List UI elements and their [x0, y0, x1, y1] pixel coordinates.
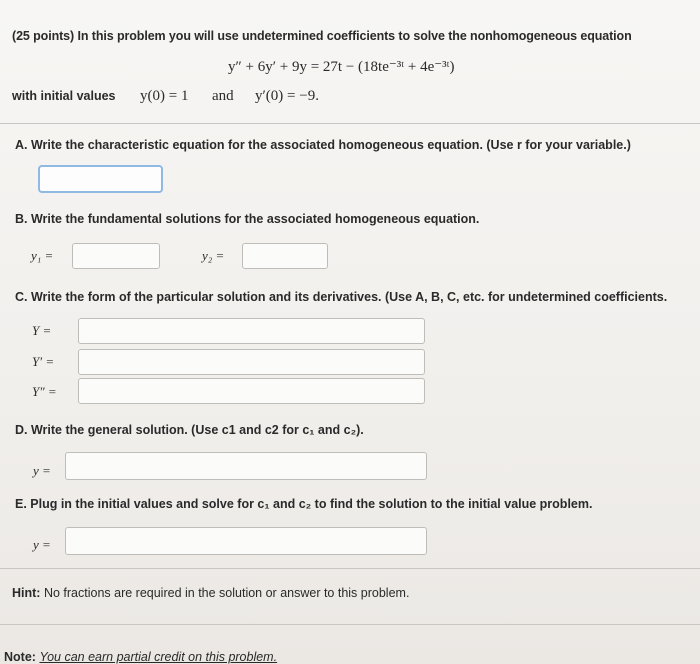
- initial-value-2: y′(0) = −9.: [255, 88, 319, 104]
- y1-input[interactable]: [72, 243, 160, 269]
- hint: [12, 586, 409, 600]
- particular-Y-input[interactable]: [78, 318, 425, 344]
- initial-and: and: [212, 88, 234, 104]
- divider-top: [0, 123, 700, 124]
- part-e-prompt: E. Plug in the initial values and solve for c₁ and c₂ to find the solution to the initial value problem.: [15, 497, 593, 511]
- divider-bottom: [0, 568, 700, 569]
- ivp-solution-label: y =: [33, 537, 51, 552]
- particular-Y-prime-input[interactable]: [78, 349, 425, 375]
- general-solution-input[interactable]: [65, 452, 427, 480]
- hint-label: Hint:: [12, 586, 41, 600]
- problem-intro: (25 points) In this problem you will use undetermined coefficients to solve the nonhomogeneous equation: [12, 29, 632, 43]
- divider-note: [0, 624, 700, 625]
- note-text: You can earn partial credit on this problem.: [39, 650, 278, 664]
- hint-text: No fractions are required in the solution or answer to this problem.: [43, 586, 410, 600]
- differential-equation: y″ + 6y′ + 9y = 27t − (18te⁻³ᵗ + 4e⁻³ᵗ): [228, 59, 455, 75]
- y2-label: y₂ =: [202, 248, 225, 263]
- part-a-prompt: A. Write the characteristic equation for the associated homogeneous equation. (Use r for your variable.): [15, 138, 631, 152]
- particular-Y-double-prime-input[interactable]: [78, 378, 425, 404]
- particular-Y-label: Y =: [32, 323, 52, 338]
- part-d-prompt: D. Write the general solution. (Use c1 and c2 for c₁ and c₂).: [15, 423, 364, 437]
- y1-label: y₁ =: [31, 248, 54, 263]
- part-c-prompt: C. Write the form of the particular solution and its derivatives. (Use A, B, C, etc. for undetermined coefficients.: [15, 290, 668, 304]
- particular-Y-double-prime-label: Y″ =: [32, 384, 57, 399]
- y2-input[interactable]: [242, 243, 328, 269]
- ivp-solution-input[interactable]: [65, 527, 427, 555]
- note: [4, 650, 277, 664]
- part-b-prompt: B. Write the fundamental solutions for the associated homogeneous equation.: [15, 212, 480, 226]
- note-label: Note:: [4, 650, 36, 664]
- initial-values-label: with initial values: [12, 89, 116, 103]
- initial-value-1: y(0) = 1: [140, 88, 189, 104]
- particular-Y-prime-label: Y′ =: [32, 354, 55, 369]
- general-solution-label: y =: [33, 463, 51, 478]
- characteristic-equation-input[interactable]: [38, 165, 163, 193]
